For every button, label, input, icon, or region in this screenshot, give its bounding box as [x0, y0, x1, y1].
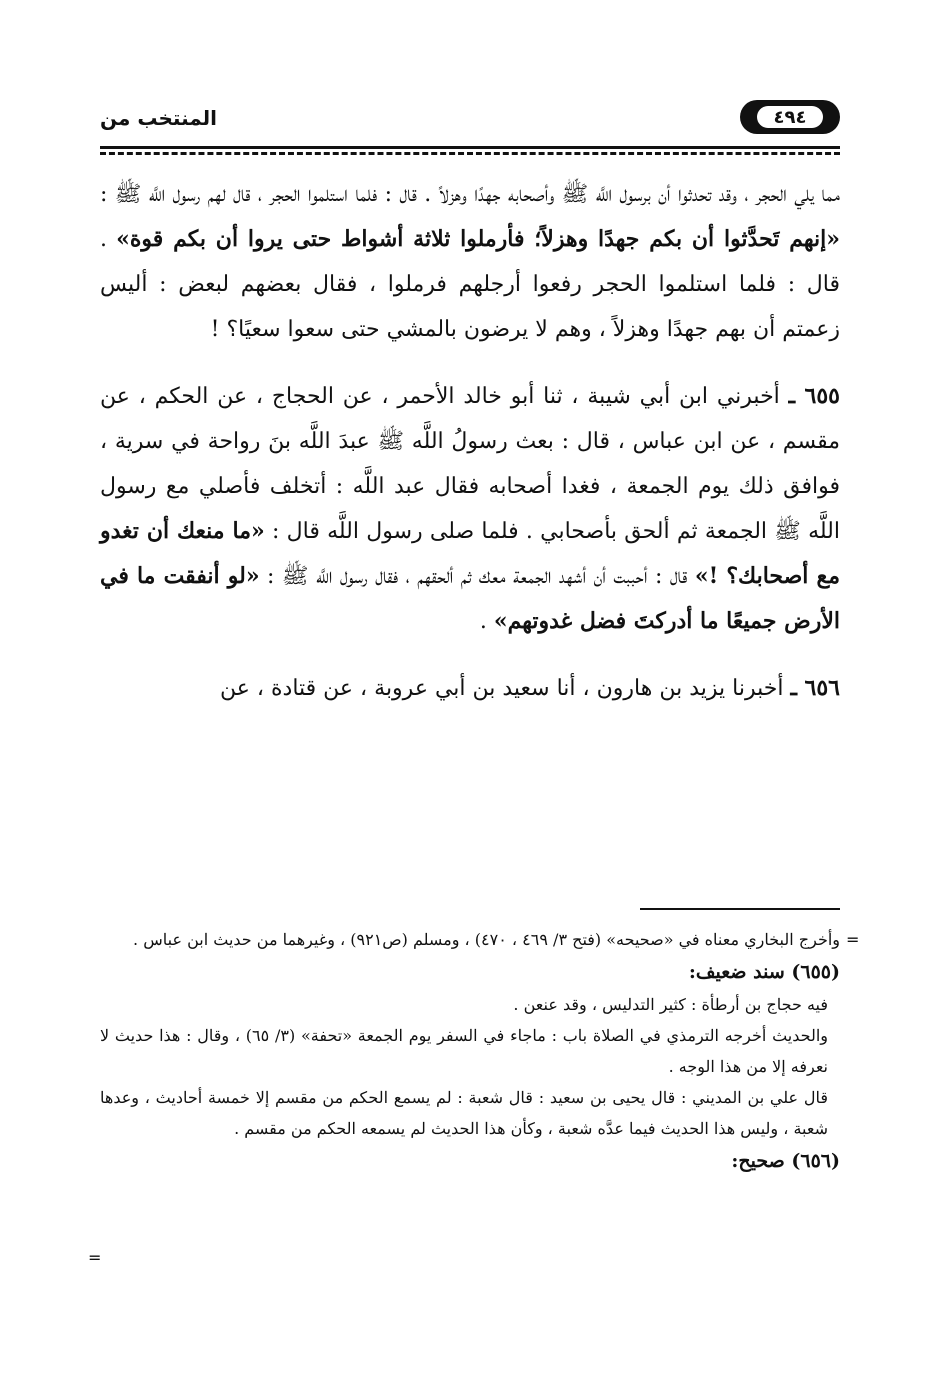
- header-dashed-rule: [100, 152, 840, 155]
- footnote-end-mark: =: [88, 1248, 102, 1267]
- text-run: .: [479, 609, 494, 634]
- footnote-continuation-mark: =: [846, 930, 860, 949]
- page-number: ٤٩٤: [757, 106, 823, 128]
- footnote-line: والحديث أخرجه الترمذي في الصلاة باب : ماجاء في السفر يوم الجمعة «تحفة» (٣/ ٦٥) ، وقال : هذا حديث لا نعرفه إلا من هذا الوجه .: [100, 1026, 829, 1076]
- footnote-line: قال علي بن المديني : قال يحيى بن سعيد : قال شعبة : لم يسمع الحكم من مقسم إلا خمسة أحاديث ، وعدها شعبة ، وليس هذا الحديث فيما عدَّه شعبة ، وكأن هذا الحديث لم يسمعه الحكم من مقسم .: [100, 1088, 828, 1138]
- text-run: . قال : فلما استلموا الحجر رفعوا أرجلهم فرملوا ، فقال بعضهم لبعض : أليس زعمتم أن بهم جهدًا وهزلاً ، وهم لا يرضون بالمشي حتى سعوا سعيًا؟ !: [100, 227, 840, 342]
- main-text: [100, 172, 840, 733]
- header-rule: [100, 146, 840, 149]
- hadith-quote: «إنهم تَحدَّثوا أن بكم جهدًا وهزلاً؛ فأرملوا ثلاثة أشواط حتى يروا أن بكم قوة»: [116, 226, 840, 252]
- text-run: قال : أحببت أن أشهد الجمعة معك ثم ألحقهم ، فقال رسول اللَّه ﷺ :: [259, 564, 695, 589]
- text-run: أخبرنا يزيد بن هارون ، أنا سعيد بن أبي عروبة ، عن قتادة ، عن: [220, 676, 791, 701]
- paragraph-continued: [100, 172, 840, 352]
- hadith-quote: «لو أنفقت ما في الأرض جميعًا ما أدركتَ فضل غدوتهم»: [100, 563, 840, 634]
- footnote-continued: وأخرج البخاري معناه في «صحيحه» (فتح ٣/ ٤٦٩ ، ٤٧٠) ، ومسلم (ص٩٢١) ، وغيرهما من حديث ابن عباس .: [133, 930, 840, 949]
- paragraph-hadith-656: [100, 666, 840, 711]
- running-title: المنتخب من: [100, 106, 218, 130]
- footnote-heading-655: (٦٥٥) سند ضعيف:: [688, 961, 840, 983]
- text-run: مما يلي الحجر ، وقد تحدثوا أن برسول اللَّه ﷺ وأصحابه جهدًا وهزلاً . قال : فلما استلموا الحجر ، قال لهم رسول اللَّه ﷺ :: [100, 182, 840, 207]
- hadith-quote: «ما منعك أن تغدو مع أصحابك؟ !»: [100, 518, 841, 589]
- footnote-separator: [640, 908, 840, 910]
- hadith-number: ٦٥٥ ـ: [788, 383, 840, 409]
- text-run: أخبرني ابن أبي شيبة ، ثنا أبو خالد الأحمر ، عن الحجاج ، عن الحكم ، عن مقسم ، عن ابن عباس ، قال : بعث رسولُ اللَّه ﷺ عبدَ اللَّه بنَ رواحة في سرية ، فوافق ذلك يوم الجمعة ، فغدا أصحابه فقال عبد اللَّه : أتخلف فأصلي مع رسول اللَّه ﷺ الجمعة ثم ألحق بأصحابي . فلما صلى رسول اللَّه قال :: [100, 384, 840, 544]
- hadith-number: ٦٥٦ ـ: [790, 675, 840, 701]
- page-number-badge: [740, 100, 840, 134]
- footnote-heading-656: (٦٥٦) صحيح:: [731, 1150, 840, 1172]
- page-header: [100, 100, 840, 144]
- paragraph-hadith-655: [100, 374, 840, 644]
- footnote-line: فيه حجاج بن أرطأة : كثير التدليس ، وقد عنعن .: [513, 995, 828, 1014]
- footnotes: [100, 924, 840, 1178]
